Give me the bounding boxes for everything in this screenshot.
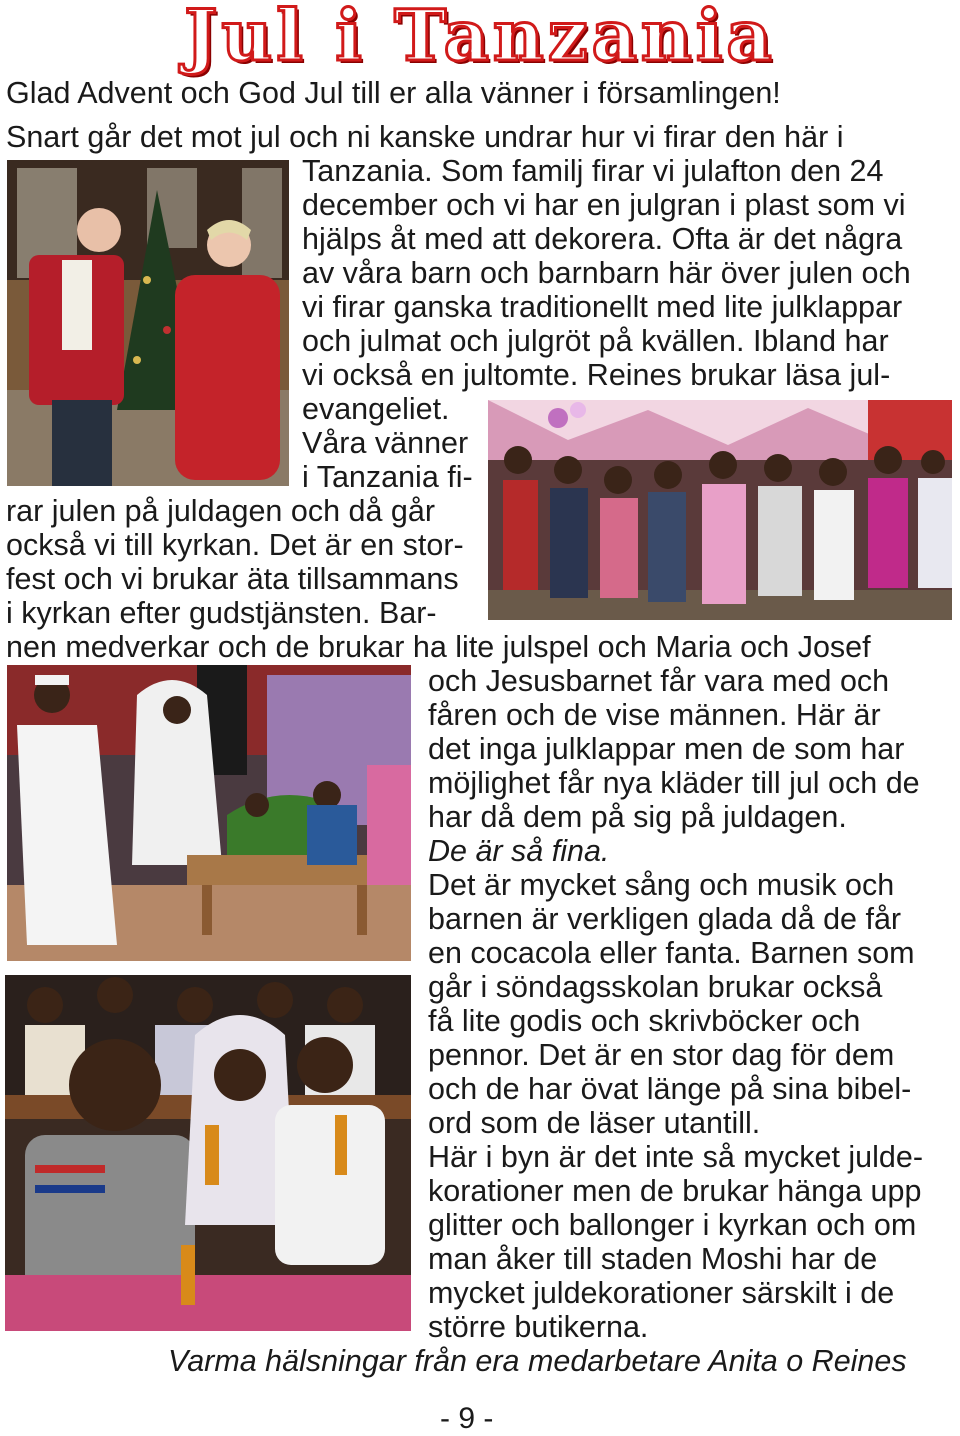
- text-line: barnen är verkligen glada då de får: [428, 902, 902, 936]
- text-line: mycket juldekorationer särskilt i de: [428, 1276, 895, 1310]
- text-line: det inga julklappar men de som har: [428, 732, 905, 766]
- text-line: ord som de läser utantill.: [428, 1106, 761, 1140]
- photo-couple-christmas-tree: [7, 160, 289, 486]
- text-line: en cocacola eller fanta. Barnen som: [428, 936, 915, 970]
- text-line: fåren och de vise männen. Här är: [428, 698, 881, 732]
- text-line: Snart går det mot jul och ni kanske undrar hur vi firar den här i: [6, 120, 844, 154]
- text-line: och Jesusbarnet får vara med och: [428, 664, 890, 698]
- text-line: Tanzania. Som familj firar vi julafton den 24: [302, 154, 884, 188]
- text-line: vi också en jultomte. Reines brukar läsa jul-: [302, 358, 891, 392]
- text-line: och de har övat länge på sina bibel-: [428, 1072, 912, 1106]
- page-number: - 9 -: [440, 1402, 494, 1435]
- text-line: glitter och ballonger i kyrkan och om: [428, 1208, 917, 1242]
- photo-nativity-play: [7, 665, 411, 961]
- text-line: få lite godis och skrivböcker och: [428, 1004, 861, 1038]
- text-line: hjälps åt med att dekorera. Ofta är det några: [302, 222, 903, 256]
- text-line: fest och vi brukar äta tillsammans: [6, 562, 459, 596]
- text-line: rar julen på juldagen och då går: [6, 494, 435, 528]
- text-line: också vi till kyrkan. Det är en stor-: [6, 528, 464, 562]
- text-line: nen medverkar och de brukar ha lite julspel och Maria och Josef: [6, 630, 871, 664]
- text-line: Här i byn är det inte så mycket julde-: [428, 1140, 923, 1174]
- text-line: av våra barn och barnbarn här över julen och: [302, 256, 911, 290]
- text-line: korationer men de brukar hänga upp: [428, 1174, 922, 1208]
- text-line: pennor. Det är en stor dag för dem: [428, 1038, 895, 1072]
- text-line: har då dem på sig på juldagen.: [428, 800, 847, 834]
- article-title: Jul i Tanzania: [184, 0, 776, 77]
- text-line: större butikerna.: [428, 1310, 649, 1344]
- text-line: i Tanzania fi-: [302, 460, 473, 494]
- text-line: går i söndagsskolan brukar också: [428, 970, 883, 1004]
- closing-line: Varma hälsningar från era medarbetare Anita o Reines: [168, 1344, 907, 1378]
- photo-children-singing: [488, 400, 952, 620]
- text-line: december och vi har en julgran i plast som vi: [302, 188, 906, 222]
- text-line: De är så fina.: [428, 834, 610, 868]
- text-line: Glad Advent och God Jul till er alla vänner i församlingen!: [6, 76, 781, 110]
- text-line: Våra vänner: [302, 426, 469, 460]
- text-line: i kyrkan efter gudstjänsten. Bar-: [6, 596, 437, 630]
- text-line: man åker till staden Moshi har de: [428, 1242, 878, 1276]
- text-line: möjlighet får nya kläder till jul och de: [428, 766, 920, 800]
- text-line: evangeliet.: [302, 392, 450, 426]
- text-line: och julmat och julgröt på kvällen. Ibland har: [302, 324, 889, 358]
- photo-children-with-sodas: [5, 975, 411, 1331]
- text-line: vi firar ganska traditionellt med lite julklappar: [302, 290, 903, 324]
- text-line: Det är mycket sång och musik och: [428, 868, 895, 902]
